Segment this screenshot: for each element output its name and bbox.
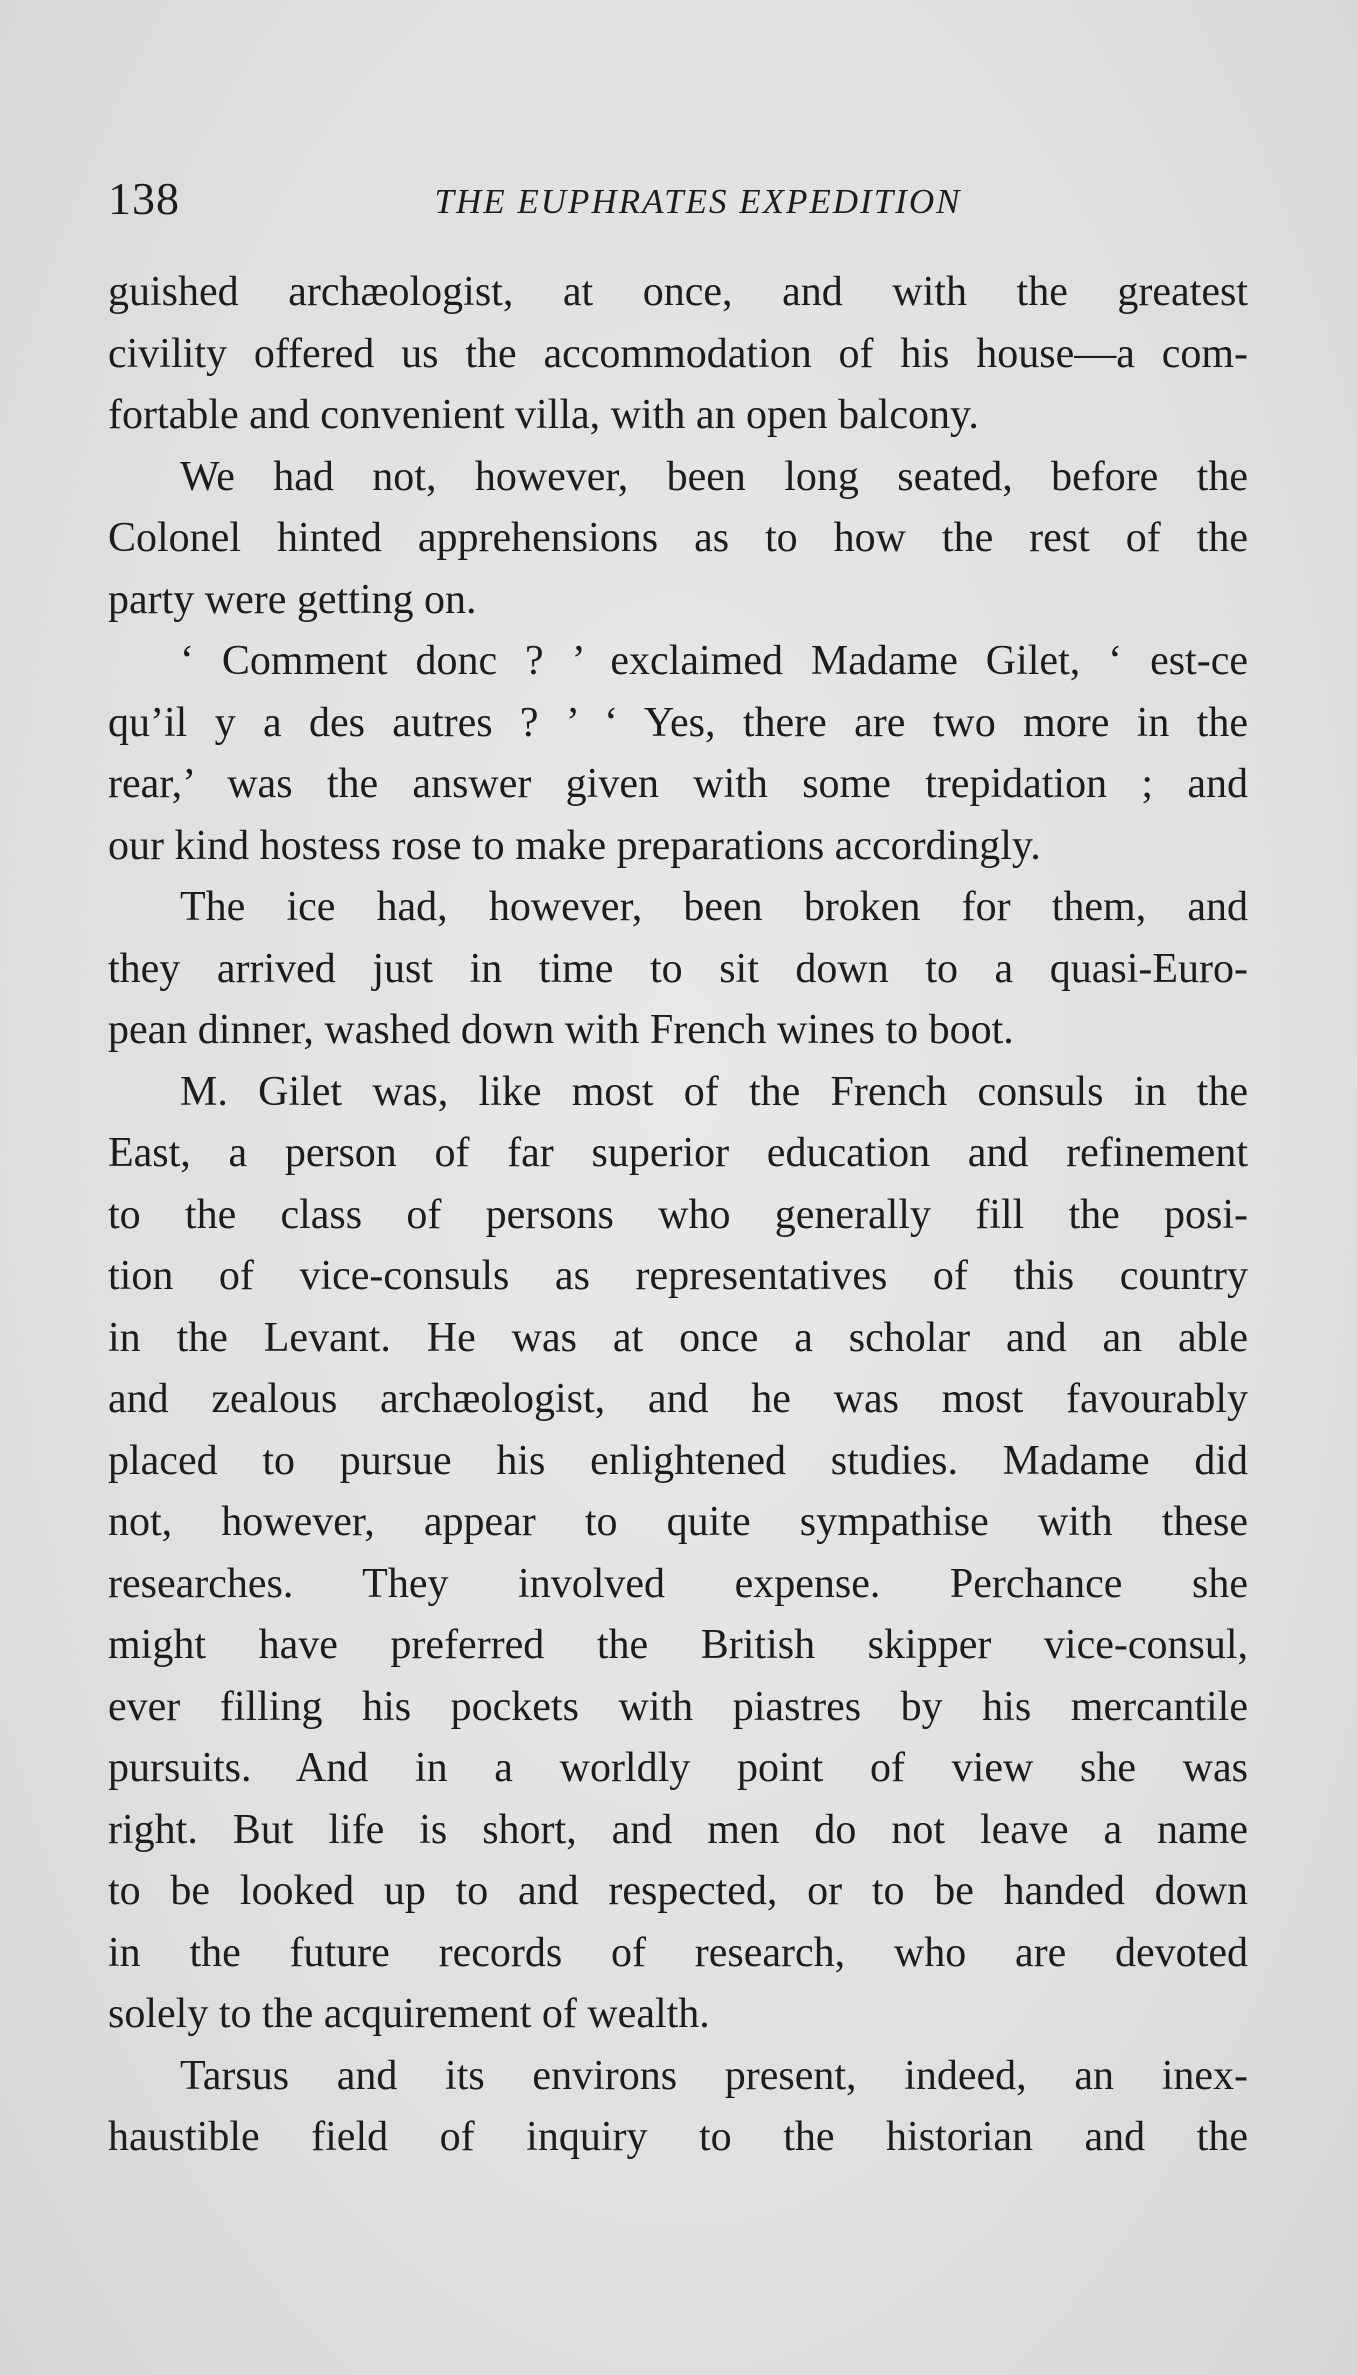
paragraph — [108, 447, 1248, 632]
text-line: they arrived just in time to sit down to a quasi-Euro- — [108, 945, 1248, 992]
text-line: not, however, appear to quite sympathise with these — [108, 1499, 1248, 1545]
text-line: guished archæologist, at once, and with the greatest — [108, 269, 1248, 315]
paragraph — [108, 1062, 1248, 2046]
text-line: haustible field of inquiry to the historian and the — [108, 2114, 1248, 2160]
page-header — [108, 172, 1248, 232]
running-head: THE EUPHRATES EXPEDITION — [434, 182, 962, 221]
paragraph — [108, 262, 1248, 447]
text-line: We had not, however, been long seated, before the — [180, 453, 1248, 500]
text-line: might have preferred the British skipper vice-consul, — [108, 1622, 1248, 1668]
text-line: ever filling his pockets with piastres by his mercantile — [108, 1683, 1248, 1730]
paragraph — [108, 2046, 1248, 2169]
text-line: The ice had, however, been broken for them, and — [180, 884, 1248, 930]
text-line: pursuits. And in a worldly point of view she was — [108, 1745, 1248, 1791]
text-line: right. But life is short, and men do not leave a name — [108, 1806, 1248, 1853]
text-line: and zealous archæologist, and he was most favourably — [108, 1376, 1248, 1422]
text-line: fortable and convenient villa, with an open balcony. — [108, 392, 979, 438]
text-line: our kind hostess rose to make preparations accordingly. — [108, 822, 1041, 869]
page-number: 138 — [108, 173, 180, 224]
text-line: to the class of persons who generally fill the posi- — [108, 1191, 1248, 1238]
text-line: party were getting on. — [108, 576, 477, 623]
text-line: in the future records of research, who are devoted — [108, 1929, 1248, 1976]
text-line: pean dinner, washed down with French wines to boot. — [108, 1007, 1014, 1053]
body-text — [108, 262, 1248, 2169]
text-line: rear,’ was the answer given with some trepidation ; and — [108, 761, 1248, 807]
text-line: Colonel hinted apprehensions as to how the rest of the — [108, 515, 1248, 561]
text-line: placed to pursue his enlightened studies. Madame did — [108, 1437, 1248, 1484]
text-line: Tarsus and its environs present, indeed, an inex- — [180, 2052, 1248, 2099]
text-line: in the Levant. He was at once a scholar and an able — [108, 1314, 1248, 1361]
text-line: M. Gilet was, like most of the French consuls in the — [180, 1068, 1248, 1115]
text-line: civility offered us the accommodation of his house—a com- — [108, 330, 1248, 377]
paragraph — [108, 877, 1248, 1062]
text-line: solely to the acquirement of wealth. — [108, 1991, 710, 2037]
text-line: ‘ Comment donc ? ’ exclaimed Madame Gilet, ‘ est-ce — [180, 638, 1248, 684]
text-line: researches. They involved expense. Perchance she — [108, 1560, 1248, 1607]
text-line: East, a person of far superior education and refinement — [108, 1130, 1248, 1176]
text-line: to be looked up to and respected, or to be handed down — [108, 1868, 1248, 1914]
text-line: qu’il y a des autres ? ’ ‘ Yes, there are two more in the — [108, 699, 1248, 746]
text-line: tion of vice-consuls as representatives of this country — [108, 1253, 1248, 1299]
paragraph — [108, 631, 1248, 877]
